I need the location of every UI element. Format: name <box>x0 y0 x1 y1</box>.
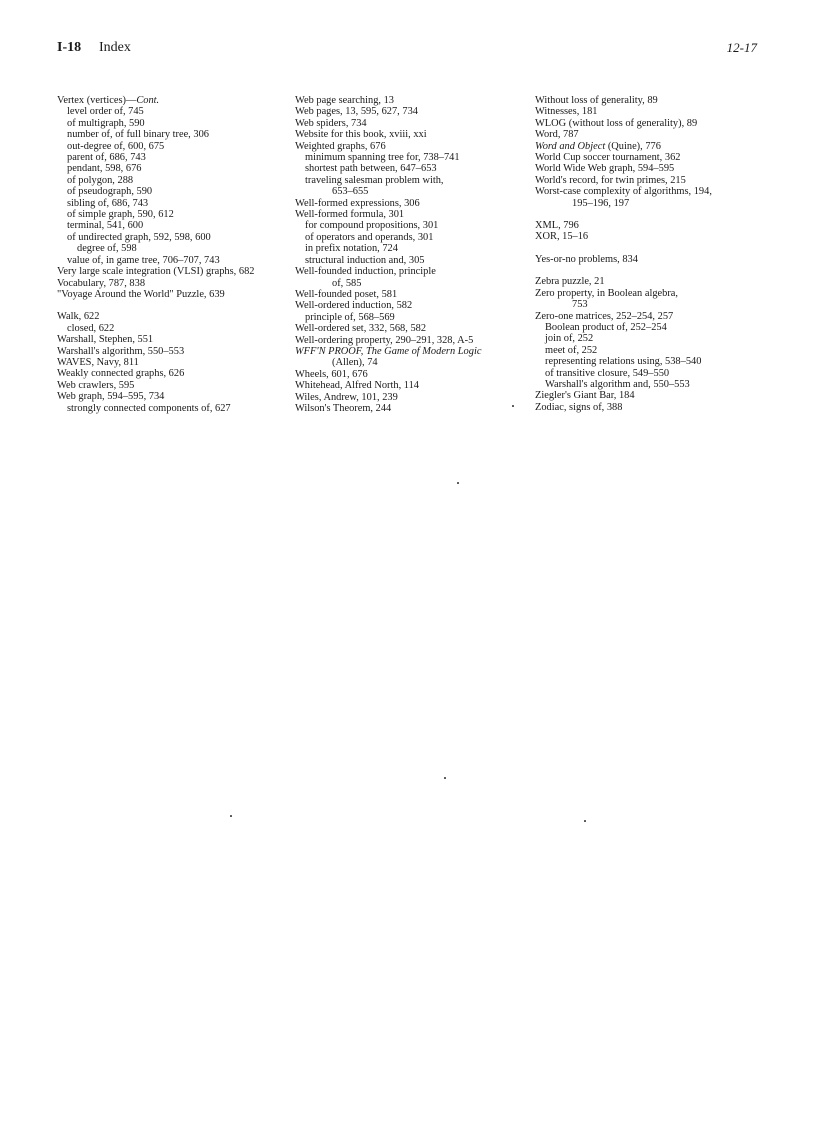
index-entry <box>295 95 527 106</box>
entry-text: "Voyage Around the World" Puzzle, 639 <box>57 288 225 300</box>
index-entry <box>295 141 527 152</box>
index-subentry <box>57 186 282 197</box>
index-subentry <box>295 255 527 266</box>
index-subentry <box>535 333 760 344</box>
entry-text: Well-ordered induction, 582 <box>295 300 413 312</box>
index-entry <box>535 390 760 401</box>
entry-text: meet of, 252 <box>545 344 598 356</box>
entry-text: XOR, 15–16 <box>535 231 589 243</box>
entry-text: traveling salesman problem with, <box>305 174 444 186</box>
page-number: I-18 <box>57 40 82 55</box>
index-entry <box>57 266 282 277</box>
index-entry <box>535 254 760 265</box>
entry-text: World Wide Web graph, 594–595 <box>535 163 675 175</box>
entry-text: Website for this book, xviii, xxi <box>295 129 427 141</box>
index-entry <box>295 380 527 391</box>
entry-text: Wheels, 601, 676 <box>295 368 368 380</box>
page-code: 12-17 <box>726 40 757 55</box>
entry-text: of polygon, 288 <box>67 174 134 186</box>
entry-text: number of, of full binary tree, 306 <box>67 129 209 141</box>
index-entry <box>57 380 282 391</box>
index-subentry <box>295 220 527 231</box>
index-entry <box>295 300 527 311</box>
index-subentry <box>57 118 282 129</box>
entry-text: WLOG (without loss of generality), 89 <box>535 117 698 129</box>
index-entry <box>535 95 760 106</box>
entry-text: Ziegler's Giant Bar, 184 <box>535 390 635 402</box>
entry-text: Well-ordering property, 290–291, 328, A-5 <box>295 334 474 346</box>
entry-text: Worst-case complexity of algorithms, 194, <box>535 186 712 198</box>
entry-text: Weighted graphs, 676 <box>295 140 386 152</box>
entry-text: parent of, 686, 743 <box>67 152 146 164</box>
index-entry <box>57 346 282 357</box>
index-entry <box>535 186 760 197</box>
index-entry <box>535 129 760 140</box>
entry-text: structural induction and, 305 <box>305 254 425 266</box>
index-subentry <box>295 357 527 368</box>
entry-text: Wilson's Theorem, 244 <box>295 402 392 414</box>
entry-text: Cont. <box>136 95 160 106</box>
index-entry <box>295 323 527 334</box>
index-subentry <box>57 152 282 163</box>
entry-text: Very large scale integration (VLSI) graphs, 682 <box>57 266 255 278</box>
index-entry <box>57 334 282 345</box>
index-entry <box>295 118 527 129</box>
index-entry <box>295 106 527 117</box>
entry-text: (Quine), 776 <box>605 140 661 152</box>
entry-text: 195–196, 197 <box>572 197 630 209</box>
index-subentry <box>295 243 527 254</box>
index-subentry <box>535 368 760 379</box>
entry-text: of, 585 <box>332 277 362 289</box>
index-entry <box>535 163 760 174</box>
entry-text: Web graph, 594–595, 734 <box>57 391 165 403</box>
index-subentry <box>295 186 527 197</box>
entry-text: out-degree of, 600, 675 <box>67 140 165 152</box>
index-entry <box>295 392 527 403</box>
entry-text: World Cup soccer tournament, 362 <box>535 152 681 164</box>
entry-text: Well-founded induction, principle <box>295 266 436 278</box>
entry-text: World's record, for twin primes, 215 <box>535 174 686 186</box>
entry-text: of multigraph, 590 <box>67 117 145 129</box>
index-entry <box>57 95 282 106</box>
scan-speck <box>457 482 459 484</box>
index-subentry <box>535 379 760 390</box>
entry-text: for compound propositions, 301 <box>305 220 439 232</box>
entry-text: Zero property, in Boolean algebra, <box>535 287 679 299</box>
index-subentry <box>57 106 282 117</box>
index-column-2 <box>295 95 527 414</box>
index-entry <box>535 175 760 186</box>
index-entry <box>535 106 760 117</box>
entry-text: Web crawlers, 595 <box>57 379 135 391</box>
entry-text: Web page searching, 13 <box>295 95 394 106</box>
entry-text: degree of, 598 <box>77 243 137 255</box>
index-subentry <box>535 198 760 209</box>
index-entry <box>535 152 760 163</box>
entry-text: Vocabulary, 787, 838 <box>57 277 146 289</box>
entry-text: Well-ordered set, 332, 568, 582 <box>295 323 427 335</box>
index-subentry <box>57 243 282 254</box>
index-column-1 <box>57 95 282 414</box>
index-entry <box>57 289 282 300</box>
index-entry <box>535 231 760 242</box>
index-entry <box>57 391 282 402</box>
index-subentry <box>295 232 527 243</box>
entry-text: Yes-or-no problems, 834 <box>535 253 638 265</box>
index-subentry <box>535 322 760 333</box>
entry-text: Web pages, 13, 595, 627, 734 <box>295 106 418 118</box>
index-subentry <box>57 255 282 266</box>
index-entry <box>295 289 527 300</box>
entry-text: of pseudograph, 590 <box>67 186 153 198</box>
index-subentry <box>57 141 282 152</box>
index-subentry <box>57 175 282 186</box>
section-title: Index <box>99 40 131 55</box>
entry-text: Well-formed formula, 301 <box>295 209 405 221</box>
entry-text: level order of, 745 <box>67 106 144 118</box>
index-subentry <box>57 232 282 243</box>
index-entry <box>57 357 282 368</box>
index-entry <box>295 129 527 140</box>
index-subentry <box>57 403 282 414</box>
letter-group-gap <box>535 265 760 276</box>
letter-group-gap <box>57 300 282 311</box>
index-subentry <box>295 278 527 289</box>
index-entry <box>295 209 527 220</box>
entry-text: (Allen), 74 <box>332 357 378 369</box>
entry-text: of transitive closure, 549–550 <box>545 367 670 379</box>
entry-text: strongly connected components of, 627 <box>67 402 231 414</box>
index-subentry <box>57 198 282 209</box>
index-entry <box>535 141 760 152</box>
index-subentry <box>535 356 760 367</box>
index-entry <box>535 220 760 231</box>
index-entry <box>535 402 760 413</box>
entry-text: of operators and operands, 301 <box>305 231 434 243</box>
index-entry <box>535 288 760 299</box>
scan-speck <box>230 815 232 817</box>
entry-text: Word and Object <box>535 140 606 152</box>
entry-text: Zebra puzzle, 21 <box>535 276 605 288</box>
entry-text: value of, in game tree, 706–707, 743 <box>67 254 220 266</box>
index-entry <box>295 335 527 346</box>
index-entry <box>535 118 760 129</box>
index-entry <box>295 403 527 414</box>
entry-text: Zodiac, signs of, 388 <box>535 401 623 413</box>
entry-text: in prefix notation, 724 <box>305 243 398 255</box>
entry-text: minimum spanning tree for, 738–741 <box>305 152 460 164</box>
entry-text: Witnesses, 181 <box>535 106 598 118</box>
index-entry <box>295 346 527 357</box>
entry-text: Without loss of generality, 89 <box>535 95 658 106</box>
entry-text: of simple graph, 590, 612 <box>67 209 174 221</box>
index-entry <box>295 266 527 277</box>
page-header <box>57 40 757 60</box>
scan-speck <box>584 820 586 822</box>
entry-text: Word, 787 <box>535 129 579 141</box>
entry-text: 653–655 <box>332 186 369 198</box>
entry-text: Warshall's algorithm, 550–553 <box>57 345 185 357</box>
letter-group-gap <box>535 209 760 220</box>
entry-text: representing relations using, 538–540 <box>545 356 702 368</box>
index-subentry <box>57 209 282 220</box>
entry-text: Boolean product of, 252–254 <box>545 321 667 333</box>
entry-text: pendant, 598, 676 <box>67 163 142 175</box>
index-entry <box>535 311 760 322</box>
entry-text: of undirected graph, 592, 598, 600 <box>67 231 211 243</box>
entry-text: Whitehead, Alfred North, 114 <box>295 380 419 392</box>
index-subentry <box>295 163 527 174</box>
entry-text: shortest path between, 647–653 <box>305 163 437 175</box>
index-subentry <box>295 152 527 163</box>
entry-text: Vertex (vertices)— <box>57 95 137 106</box>
index-subentry <box>295 312 527 323</box>
entry-text: Walk, 622 <box>57 311 100 323</box>
entry-text: Well-formed expressions, 306 <box>295 197 420 209</box>
entry-text: join of, 252 <box>545 333 594 345</box>
index-entry <box>57 311 282 322</box>
entry-text: terminal, 541, 600 <box>67 220 144 232</box>
index-subentry <box>57 129 282 140</box>
entry-text: Web spiders, 734 <box>295 117 367 129</box>
index-entry <box>535 276 760 287</box>
entry-text: Weakly connected graphs, 626 <box>57 368 185 380</box>
index-entry <box>295 369 527 380</box>
entry-text: WAVES, Navy, 811 <box>57 356 139 368</box>
index-entry <box>57 278 282 289</box>
index-column-3 <box>535 95 760 413</box>
entry-text: XML, 796 <box>535 220 579 232</box>
entry-text: 753 <box>572 299 588 311</box>
entry-text: closed, 622 <box>67 322 115 334</box>
index-subentry <box>535 299 760 310</box>
entry-text: Zero-one matrices, 252–254, 257 <box>535 310 674 322</box>
letter-group-gap <box>535 243 760 254</box>
index-entry <box>295 198 527 209</box>
index-subentry <box>535 345 760 356</box>
entry-text: Well-founded poset, 581 <box>295 288 398 300</box>
scan-speck <box>444 777 446 779</box>
entry-text: principle of, 568–569 <box>305 311 395 323</box>
entry-text: sibling of, 686, 743 <box>67 197 149 209</box>
index-subentry <box>57 323 282 334</box>
entry-text: Warshall, Stephen, 551 <box>57 334 154 346</box>
index-subentry <box>57 163 282 174</box>
index-subentry <box>295 175 527 186</box>
scan-speck <box>512 405 514 407</box>
entry-text: WFF'N PROOF, The Game of Modern Logic <box>295 345 482 357</box>
entry-text: Warshall's algorithm and, 550–553 <box>545 378 690 390</box>
index-entry <box>57 368 282 379</box>
index-subentry <box>57 220 282 231</box>
entry-text: Wiles, Andrew, 101, 239 <box>295 391 398 403</box>
